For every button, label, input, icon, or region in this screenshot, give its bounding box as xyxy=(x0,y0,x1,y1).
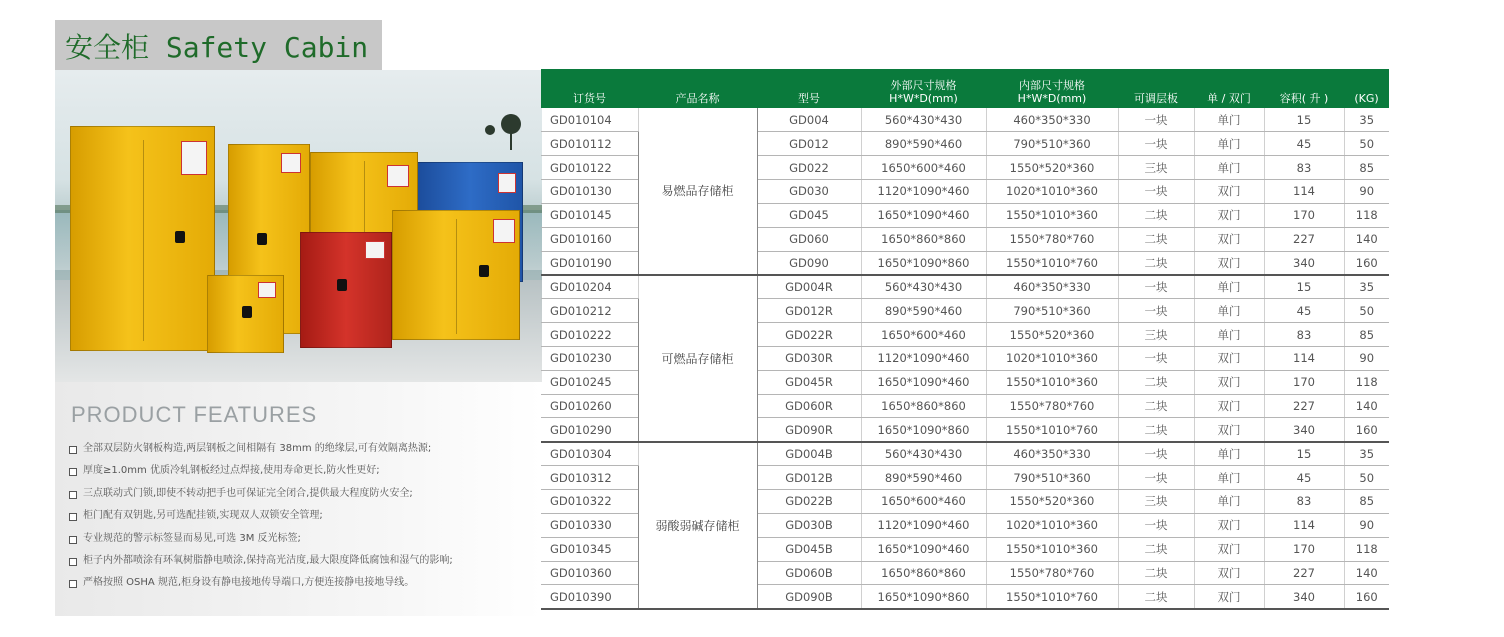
outer-size-cell: 1650*1090*460 xyxy=(861,370,986,394)
shelf-cell: 二块 xyxy=(1118,203,1194,227)
outer-size-cell: 1650*600*460 xyxy=(861,490,986,514)
weight-cell: 160 xyxy=(1344,251,1389,275)
product-photo xyxy=(55,70,542,382)
order-number-cell: GD010112 xyxy=(541,132,638,156)
door-cell: 双门 xyxy=(1194,561,1264,585)
inner-size-cell: 1020*1010*360 xyxy=(986,346,1118,370)
product-name-cell: 弱酸弱碱存储柜 xyxy=(638,442,757,609)
shelf-cell: 一块 xyxy=(1118,180,1194,204)
outer-size-cell: 1650*1090*860 xyxy=(861,251,986,275)
inner-size-cell: 460*350*330 xyxy=(986,442,1118,466)
shelf-cell: 一块 xyxy=(1118,299,1194,323)
table-row xyxy=(541,442,1389,466)
tree-icon xyxy=(501,114,521,134)
feature-item: 柜门配有双钥匙,另可选配挂锁,实现双人双锁安全管理; xyxy=(69,505,539,527)
shelf-cell: 二块 xyxy=(1118,561,1194,585)
weight-cell: 118 xyxy=(1344,203,1389,227)
outer-size-cell: 1650*1090*860 xyxy=(861,418,986,442)
door-cell: 双门 xyxy=(1194,394,1264,418)
table-row xyxy=(541,275,1389,299)
outer-size-cell: 890*590*460 xyxy=(861,466,986,490)
door-cell: 单门 xyxy=(1194,299,1264,323)
weight-cell: 140 xyxy=(1344,227,1389,251)
door-cell: 单门 xyxy=(1194,490,1264,514)
capacity-cell: 340 xyxy=(1264,585,1344,609)
model-cell: GD045B xyxy=(757,537,861,561)
capacity-cell: 227 xyxy=(1264,227,1344,251)
capacity-cell: 340 xyxy=(1264,251,1344,275)
door-cell: 单门 xyxy=(1194,108,1264,132)
weight-cell: 50 xyxy=(1344,299,1389,323)
tree-trunk xyxy=(510,132,512,150)
door-cell: 双门 xyxy=(1194,346,1264,370)
capacity-cell: 114 xyxy=(1264,346,1344,370)
shelf-cell: 一块 xyxy=(1118,442,1194,466)
model-cell: GD060 xyxy=(757,227,861,251)
tall-yellow-cabinet xyxy=(70,126,215,351)
shelf-cell: 二块 xyxy=(1118,370,1194,394)
door-cell: 单门 xyxy=(1194,156,1264,180)
lock-icon xyxy=(479,265,489,277)
feature-item: 专业规范的警示标签显而易见,可选 3M 反光标签; xyxy=(69,528,539,550)
product-name-cell: 易燃品存储柜 xyxy=(638,108,757,275)
order-number-cell: GD010160 xyxy=(541,227,638,251)
features-panel xyxy=(55,382,542,616)
tree-icon xyxy=(485,125,495,135)
inner-size-cell: 790*510*360 xyxy=(986,299,1118,323)
warning-label xyxy=(281,153,301,173)
door-cell: 双门 xyxy=(1194,585,1264,609)
weight-cell: 35 xyxy=(1344,275,1389,299)
model-cell: GD022 xyxy=(757,156,861,180)
model-cell: GD004B xyxy=(757,442,861,466)
features-list xyxy=(69,438,539,595)
model-cell: GD030R xyxy=(757,346,861,370)
door-cell: 双门 xyxy=(1194,180,1264,204)
inner-size-cell: 1550*780*760 xyxy=(986,227,1118,251)
lock-icon xyxy=(337,279,347,291)
small-yellow-cabinet xyxy=(207,275,284,353)
inner-size-cell: 1550*520*360 xyxy=(986,323,1118,347)
inner-size-cell: 1550*780*760 xyxy=(986,394,1118,418)
weight-cell: 118 xyxy=(1344,370,1389,394)
feature-item: 严格按照 OSHA 规范,柜身设有静电接地传导端口,方便连接静电接地导线。 xyxy=(69,572,539,594)
outer-size-cell: 1650*600*460 xyxy=(861,323,986,347)
feature-item: 柜子内外都喷涂有环氧树脂静电喷涂,保持高光洁度,最大限度降低腐蚀和湿气的影响; xyxy=(69,550,539,572)
inner-size-cell: 1550*780*760 xyxy=(986,561,1118,585)
shelf-cell: 三块 xyxy=(1118,156,1194,180)
door-seam xyxy=(143,140,144,341)
model-cell: GD022R xyxy=(757,323,861,347)
capacity-cell: 227 xyxy=(1264,394,1344,418)
lock-icon xyxy=(257,233,267,245)
model-cell: GD045R xyxy=(757,370,861,394)
model-cell: GD060B xyxy=(757,561,861,585)
inner-size-cell: 1550*1010*760 xyxy=(986,418,1118,442)
weight-cell: 140 xyxy=(1344,394,1389,418)
order-number-cell: GD010230 xyxy=(541,346,638,370)
outer-size-cell: 1650*1090*460 xyxy=(861,537,986,561)
capacity-cell: 114 xyxy=(1264,180,1344,204)
page-title: 安全柜 Safety Cabin xyxy=(65,31,369,64)
outer-size-cell: 1650*860*860 xyxy=(861,227,986,251)
shelf-cell: 一块 xyxy=(1118,108,1194,132)
shelf-cell: 二块 xyxy=(1118,585,1194,609)
capacity-cell: 15 xyxy=(1264,275,1344,299)
order-number-cell: GD010260 xyxy=(541,394,638,418)
feature-item: 全部双层防火钢板构造,两层钢板之间相隔有 38mm 的绝缘层,可有效隔离热源; xyxy=(69,438,539,460)
table-row xyxy=(541,108,1389,132)
column-header: 单 / 双门 xyxy=(1194,69,1264,108)
lock-icon xyxy=(242,306,252,318)
model-cell: GD012B xyxy=(757,466,861,490)
weight-cell: 85 xyxy=(1344,323,1389,347)
red-cabinet xyxy=(300,232,392,348)
order-number-cell: GD010304 xyxy=(541,442,638,466)
capacity-cell: 170 xyxy=(1264,370,1344,394)
inner-size-cell: 1550*1010*760 xyxy=(986,585,1118,609)
capacity-cell: 114 xyxy=(1264,513,1344,537)
outer-size-cell: 1120*1090*460 xyxy=(861,346,986,370)
capacity-cell: 83 xyxy=(1264,323,1344,347)
model-cell: GD060R xyxy=(757,394,861,418)
warning-label xyxy=(493,219,515,243)
shelf-cell: 一块 xyxy=(1118,346,1194,370)
door-cell: 单门 xyxy=(1194,323,1264,347)
feature-item: 三点联动式门锁,即使不转动把手也可保证完全闭合,提供最大程度防火安全; xyxy=(69,483,539,505)
capacity-cell: 83 xyxy=(1264,156,1344,180)
column-header: 内部尺寸规格 H*W*D(mm) xyxy=(986,69,1118,108)
door-cell: 单门 xyxy=(1194,442,1264,466)
capacity-cell: 340 xyxy=(1264,418,1344,442)
weight-cell: 160 xyxy=(1344,585,1389,609)
capacity-cell: 45 xyxy=(1264,299,1344,323)
door-cell: 双门 xyxy=(1194,418,1264,442)
inner-size-cell: 790*510*360 xyxy=(986,466,1118,490)
door-cell: 单门 xyxy=(1194,132,1264,156)
inner-size-cell: 1550*520*360 xyxy=(986,490,1118,514)
column-header: 订货号 xyxy=(541,69,638,108)
outer-size-cell: 890*590*460 xyxy=(861,299,986,323)
shelf-cell: 三块 xyxy=(1118,490,1194,514)
shelf-cell: 一块 xyxy=(1118,513,1194,537)
inner-size-cell: 1550*1010*760 xyxy=(986,251,1118,275)
weight-cell: 90 xyxy=(1344,513,1389,537)
spec-table xyxy=(541,69,1389,610)
door-cell: 双门 xyxy=(1194,513,1264,537)
order-number-cell: GD010212 xyxy=(541,299,638,323)
order-number-cell: GD010122 xyxy=(541,156,638,180)
weight-cell: 35 xyxy=(1344,442,1389,466)
capacity-cell: 227 xyxy=(1264,561,1344,585)
order-number-cell: GD010312 xyxy=(541,466,638,490)
inner-size-cell: 1550*1010*360 xyxy=(986,370,1118,394)
warning-label xyxy=(498,173,516,193)
lock-icon xyxy=(175,231,185,243)
model-cell: GD012R xyxy=(757,299,861,323)
weight-cell: 50 xyxy=(1344,466,1389,490)
weight-cell: 160 xyxy=(1344,418,1389,442)
capacity-cell: 170 xyxy=(1264,537,1344,561)
product-name-cell: 可燃品存储柜 xyxy=(638,275,757,442)
outer-size-cell: 1650*600*460 xyxy=(861,156,986,180)
column-header: 型号 xyxy=(757,69,861,108)
order-number-cell: GD010245 xyxy=(541,370,638,394)
model-cell: GD030 xyxy=(757,180,861,204)
inner-size-cell: 1020*1010*360 xyxy=(986,180,1118,204)
column-header: 外部尺寸规格 H*W*D(mm) xyxy=(861,69,986,108)
outer-size-cell: 560*430*430 xyxy=(861,108,986,132)
order-number-cell: GD010222 xyxy=(541,323,638,347)
capacity-cell: 45 xyxy=(1264,132,1344,156)
yellow-cabinet xyxy=(392,210,520,340)
shelf-cell: 二块 xyxy=(1118,227,1194,251)
door-cell: 双门 xyxy=(1194,203,1264,227)
weight-cell: 90 xyxy=(1344,180,1389,204)
weight-cell: 85 xyxy=(1344,490,1389,514)
order-number-cell: GD010145 xyxy=(541,203,638,227)
weight-cell: 85 xyxy=(1344,156,1389,180)
weight-cell: 35 xyxy=(1344,108,1389,132)
order-number-cell: GD010204 xyxy=(541,275,638,299)
weight-cell: 50 xyxy=(1344,132,1389,156)
capacity-cell: 15 xyxy=(1264,108,1344,132)
inner-size-cell: 790*510*360 xyxy=(986,132,1118,156)
shelf-cell: 二块 xyxy=(1118,418,1194,442)
order-number-cell: GD010322 xyxy=(541,490,638,514)
outer-size-cell: 560*430*430 xyxy=(861,275,986,299)
table-header-row xyxy=(541,69,1389,108)
model-cell: GD045 xyxy=(757,203,861,227)
column-header: 可调层板 xyxy=(1118,69,1194,108)
inner-size-cell: 460*350*330 xyxy=(986,108,1118,132)
order-number-cell: GD010290 xyxy=(541,418,638,442)
door-cell: 双门 xyxy=(1194,227,1264,251)
outer-size-cell: 560*430*430 xyxy=(861,442,986,466)
warning-label xyxy=(365,241,385,259)
door-seam xyxy=(456,219,457,334)
shelf-cell: 三块 xyxy=(1118,323,1194,347)
outer-size-cell: 1120*1090*460 xyxy=(861,513,986,537)
model-cell: GD090B xyxy=(757,585,861,609)
title-bar xyxy=(55,20,382,70)
outer-size-cell: 890*590*460 xyxy=(861,132,986,156)
capacity-cell: 15 xyxy=(1264,442,1344,466)
outer-size-cell: 1650*1090*460 xyxy=(861,203,986,227)
door-cell: 单门 xyxy=(1194,466,1264,490)
shelf-cell: 二块 xyxy=(1118,394,1194,418)
model-cell: GD022B xyxy=(757,490,861,514)
door-cell: 双门 xyxy=(1194,370,1264,394)
order-number-cell: GD010104 xyxy=(541,108,638,132)
inner-size-cell: 1550*520*360 xyxy=(986,156,1118,180)
inner-size-cell: 460*350*330 xyxy=(986,275,1118,299)
shelf-cell: 一块 xyxy=(1118,275,1194,299)
column-header: 产品名称 xyxy=(638,69,757,108)
door-cell: 单门 xyxy=(1194,275,1264,299)
model-cell: GD090 xyxy=(757,251,861,275)
weight-cell: 140 xyxy=(1344,561,1389,585)
warning-label xyxy=(387,165,409,187)
order-number-cell: GD010345 xyxy=(541,537,638,561)
door-cell: 双门 xyxy=(1194,537,1264,561)
model-cell: GD004 xyxy=(757,108,861,132)
shelf-cell: 一块 xyxy=(1118,466,1194,490)
order-number-cell: GD010330 xyxy=(541,513,638,537)
model-cell: GD090R xyxy=(757,418,861,442)
door-cell: 双门 xyxy=(1194,251,1264,275)
features-title: PRODUCT FEATURES xyxy=(71,402,318,427)
inner-size-cell: 1550*1010*360 xyxy=(986,203,1118,227)
warning-label xyxy=(258,282,276,298)
inner-size-cell: 1550*1010*360 xyxy=(986,537,1118,561)
order-number-cell: GD010390 xyxy=(541,585,638,609)
feature-item: 厚度≥1.0mm 优质冷轧钢板经过点焊接,使用寿命更长,防火性更好; xyxy=(69,460,539,482)
weight-cell: 90 xyxy=(1344,346,1389,370)
order-number-cell: GD010130 xyxy=(541,180,638,204)
inner-size-cell: 1020*1010*360 xyxy=(986,513,1118,537)
capacity-cell: 170 xyxy=(1264,203,1344,227)
shelf-cell: 二块 xyxy=(1118,537,1194,561)
order-number-cell: GD010360 xyxy=(541,561,638,585)
model-cell: GD004R xyxy=(757,275,861,299)
order-number-cell: GD010190 xyxy=(541,251,638,275)
shelf-cell: 一块 xyxy=(1118,132,1194,156)
shelf-cell: 二块 xyxy=(1118,251,1194,275)
capacity-cell: 45 xyxy=(1264,466,1344,490)
column-header: (KG) xyxy=(1344,69,1389,108)
model-cell: GD012 xyxy=(757,132,861,156)
warning-label xyxy=(181,141,207,175)
outer-size-cell: 1650*1090*860 xyxy=(861,585,986,609)
outer-size-cell: 1650*860*860 xyxy=(861,394,986,418)
weight-cell: 118 xyxy=(1344,537,1389,561)
column-header: 容积( 升 ) xyxy=(1264,69,1344,108)
model-cell: GD030B xyxy=(757,513,861,537)
outer-size-cell: 1120*1090*460 xyxy=(861,180,986,204)
outer-size-cell: 1650*860*860 xyxy=(861,561,986,585)
capacity-cell: 83 xyxy=(1264,490,1344,514)
